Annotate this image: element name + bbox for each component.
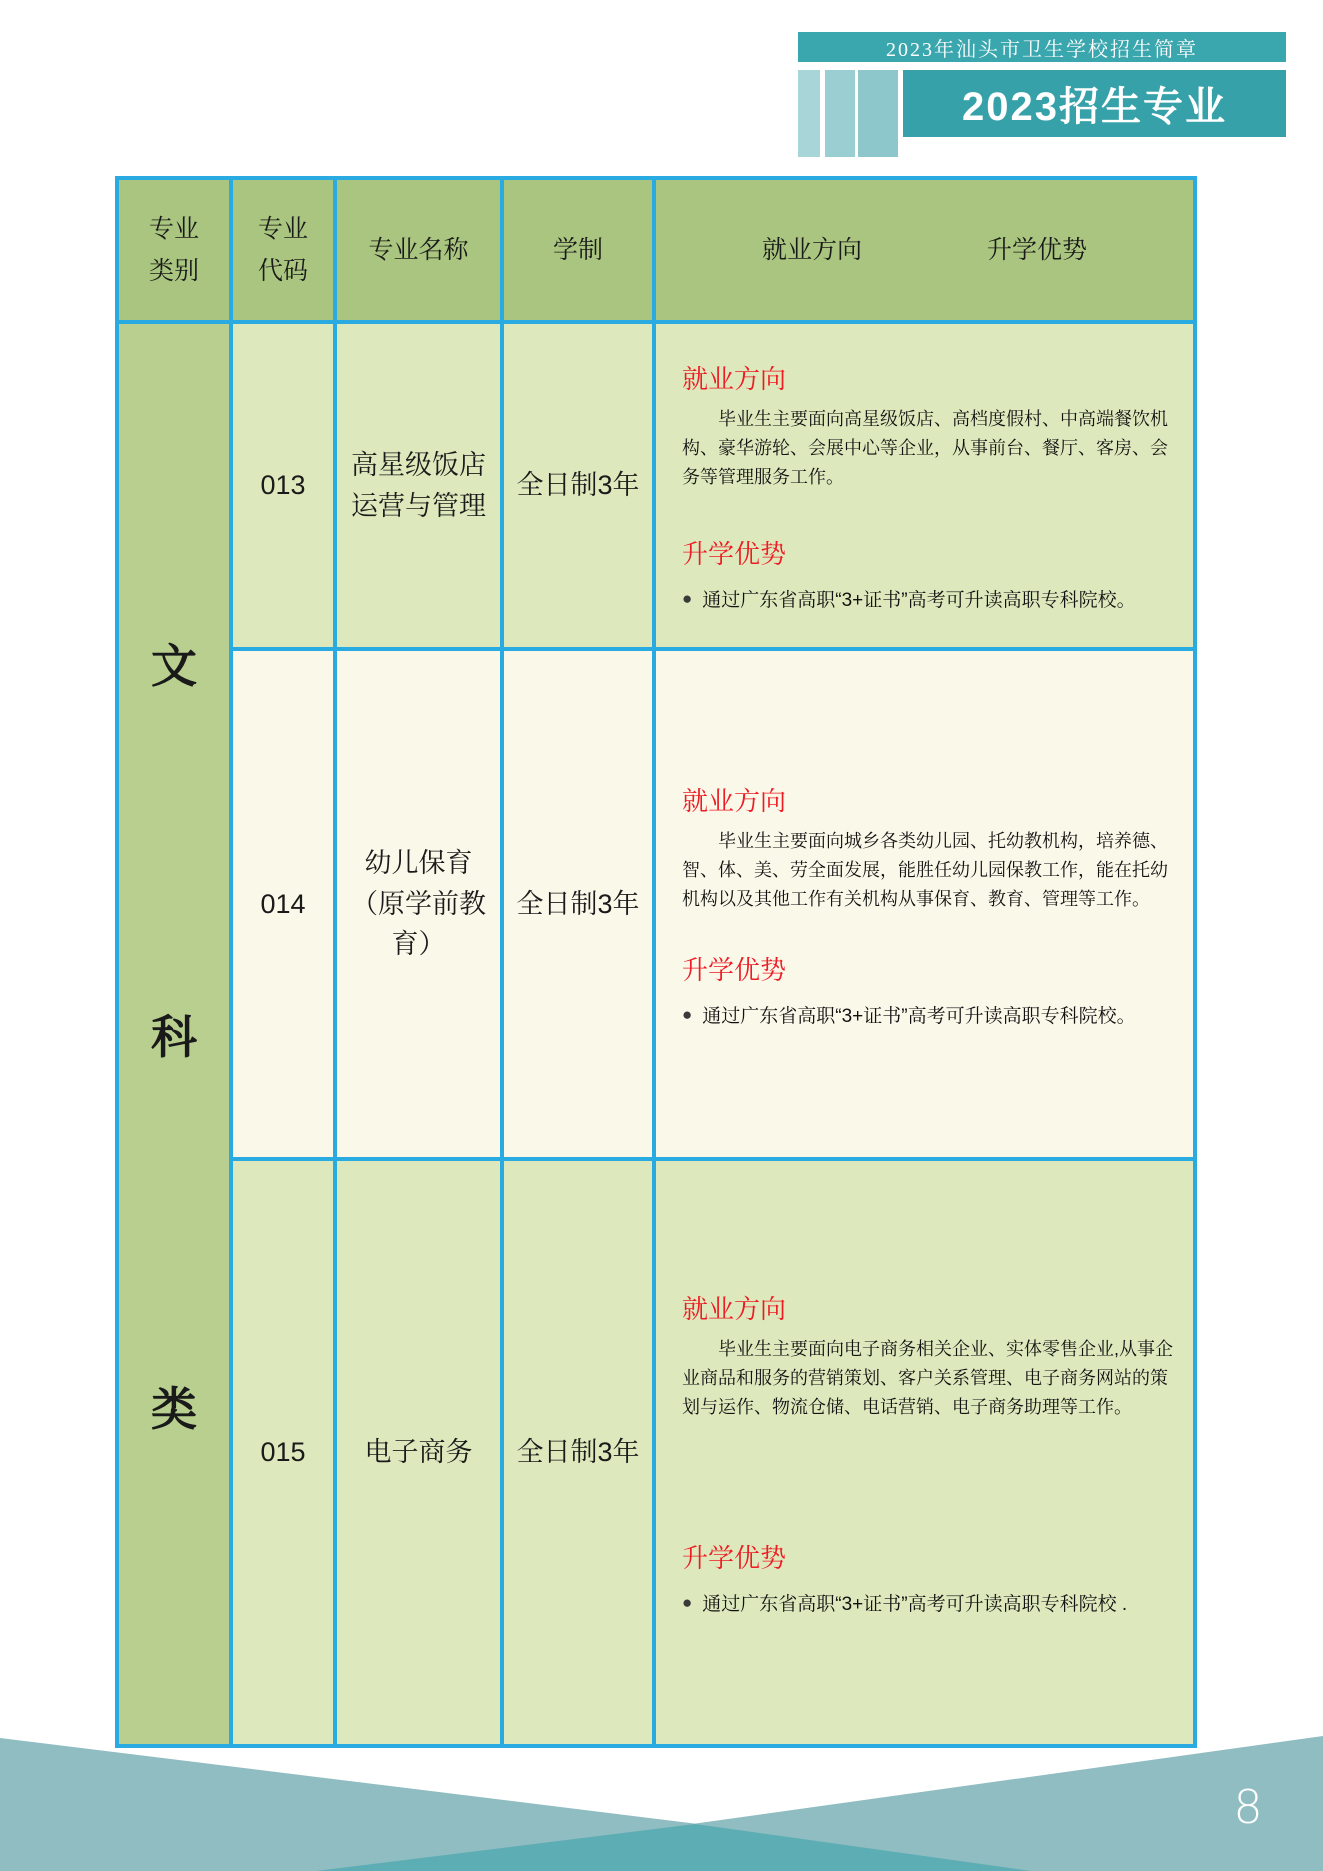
advancement-heading: 升学优势 — [682, 1543, 787, 1573]
name-cell-015: 电子商务 — [337, 1161, 500, 1744]
category-char-3: 类 — [151, 1382, 197, 1435]
column-header-duration: 学制 — [504, 180, 652, 320]
bullet-icon: ● — [682, 1593, 693, 1612]
advancement-text: 通过广东省高职“3+证书”高考可升读高职专科院校。 — [702, 1005, 1136, 1027]
code-cell-015: 015 — [233, 1161, 333, 1744]
column-header-name: 专业名称 — [337, 180, 500, 320]
column-header-code: 专业 代码 — [233, 180, 333, 320]
employment-heading: 就业方向 — [682, 1294, 787, 1324]
category-cell — [119, 324, 229, 1744]
duration-cell-014: 全日制3年 — [504, 651, 652, 1157]
advancement-heading: 升学优势 — [682, 539, 787, 569]
decor-stripe-3 — [858, 70, 898, 157]
page-title-block — [903, 70, 1286, 137]
column-header-category: 专业 类别 — [119, 180, 229, 320]
column-header-employment: 就业方向 — [761, 235, 862, 264]
category-char-2: 科 — [151, 1011, 197, 1063]
code-cell-013: 013 — [233, 324, 333, 647]
duration-cell-013: 全日制3年 — [504, 324, 652, 647]
employment-paragraph: 毕业生主要面向电子商务相关企业、实体零售企业,从事企业商品和服务的营销策划、客户关系管理、电子商务网站的策划与运作、物流仓储、电话营销、电子商务助理等工作。 — [682, 1339, 1173, 1417]
employment-heading: 就业方向 — [682, 785, 787, 816]
duration-cell-015: 全日制3年 — [504, 1161, 652, 1744]
column-header-advancement: 升学优势 — [987, 235, 1088, 264]
advancement-text: 通过广东省高职“3+证书”高考可升读高职专科院校 . — [702, 1594, 1128, 1615]
bullet-icon: ● — [682, 1004, 693, 1024]
page-title: 2023招生专业 — [962, 85, 1227, 129]
column-header-employment-advancement — [656, 180, 1193, 320]
category-char-1: 文 — [151, 639, 197, 692]
decor-stripe-2 — [825, 70, 855, 157]
advancement-item — [682, 1589, 1175, 1616]
decor-stripe-1 — [798, 70, 820, 157]
employment-paragraph: 毕业生主要面向高星级饭店、高档度假村、中高端餐饮机构、豪华游轮、会展中心等企业，从事前台、餐厅、客房、会务等管理服务工作。 — [682, 409, 1168, 487]
detail-cell-015 — [656, 1161, 1193, 1744]
name-cell-013: 高星级饭店 运营与管理 — [337, 324, 500, 647]
page-number: 8 — [1233, 1780, 1263, 1834]
advancement-item — [682, 585, 1175, 612]
advancement-text: 通过广东省高职“3+证书”高考可升读高职专科院校。 — [702, 590, 1136, 611]
detail-cell-013 — [656, 324, 1193, 647]
name-cell-014: 幼儿保育 （原学前教育） — [337, 651, 500, 1157]
header-banner — [798, 32, 1286, 62]
employment-heading: 就业方向 — [682, 364, 787, 394]
footer-decoration — [0, 1736, 1323, 1871]
header-banner-text: 2023年汕头市卫生学校招生简章 — [886, 38, 1198, 61]
bullet-icon: ● — [682, 589, 693, 608]
employment-paragraph: 毕业生主要面向城乡各类幼儿园、托幼教机构，培养德、智、体、美、劳全面发展，能胜任幼儿园保教工作，能在托幼机构以及其他工作有关机构从事保育、教育、管理等工作。 — [682, 830, 1168, 909]
code-cell-014: 014 — [233, 651, 333, 1157]
advancement-item — [682, 1001, 1175, 1028]
detail-cell-014 — [656, 651, 1193, 1157]
majors-table — [115, 176, 1197, 1748]
advancement-heading: 升学优势 — [682, 954, 787, 985]
